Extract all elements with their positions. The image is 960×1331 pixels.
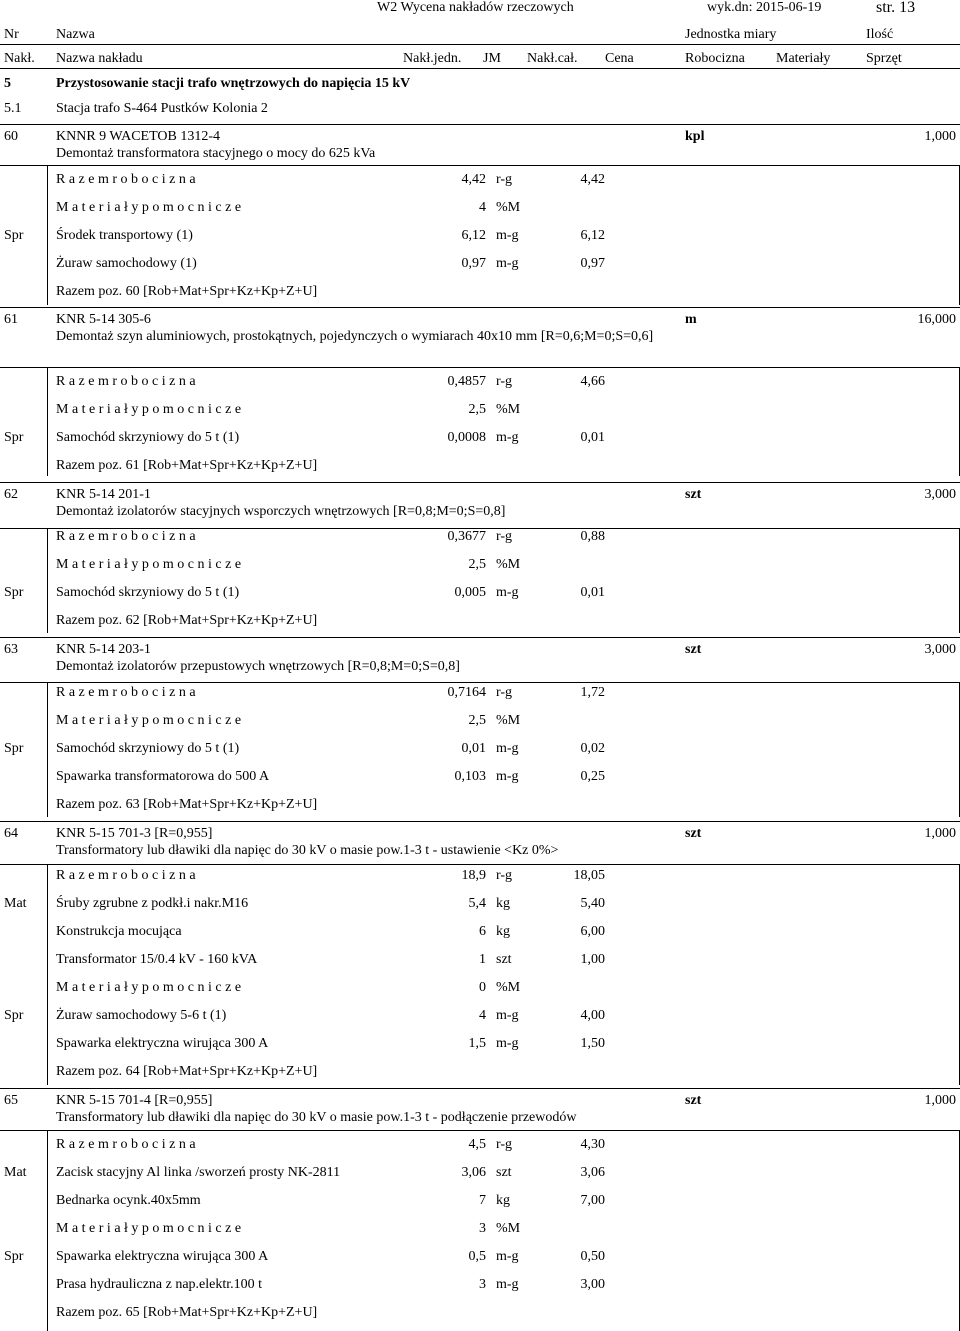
- row-name: Transformator 15/0.4 kV - 160 kVA: [56, 952, 258, 967]
- row-jm: m-g: [496, 741, 519, 756]
- row-name: Samochód skrzyniowy do 5 t (1): [56, 430, 240, 445]
- row-name: Bednarka ocynk.40x5mm: [56, 1193, 201, 1208]
- header-nakl-jedn: Nakł.jedn.: [403, 51, 462, 66]
- row-type: Spr: [4, 741, 24, 756]
- row-name: Konstrukcja mocująca: [56, 924, 182, 939]
- row-jm: kg: [496, 924, 510, 939]
- row-jm: szt: [496, 952, 512, 967]
- position-quantity: 3,000: [924, 642, 956, 657]
- row-name: R a z e m r o b o c i z n a: [56, 1137, 196, 1152]
- position-number: 64: [4, 826, 18, 841]
- row-nakl-cal: 4,42: [580, 172, 605, 187]
- row-name: Spawarka transformatorowa do 500 A: [56, 769, 270, 784]
- row-nakl-jedn: 2,5: [468, 402, 486, 417]
- rows-box-left: [47, 1130, 48, 1331]
- position-code: KNR 5-14 305-6: [56, 312, 151, 327]
- row-nakl-jedn: 0,005: [454, 585, 486, 600]
- row-jm: r-g: [496, 374, 513, 389]
- row-nakl-jedn: 18,9: [461, 868, 486, 883]
- position-quantity: 16,000: [917, 312, 956, 327]
- position-description: Demontaż szyn aluminiowych, prostokątnych, pojedynczych o wymiarach 40x10 mm [R=0,6;M=0;S=0,6]: [56, 329, 654, 344]
- row-jm: m-g: [496, 256, 519, 271]
- position-code: KNR 5-14 203-1: [56, 642, 151, 657]
- subsection-title: Stacja trafo S-464 Pustków Kolonia 2: [56, 101, 268, 116]
- row-nakl-jedn: 0,0008: [447, 430, 486, 445]
- row-jm: m-g: [496, 1277, 519, 1292]
- row-jm: kg: [496, 896, 510, 911]
- position-number: 65: [4, 1093, 18, 1108]
- row-type: Spr: [4, 1249, 24, 1264]
- row-nakl-jedn: 0: [479, 980, 486, 995]
- position-unit: szt: [685, 487, 702, 502]
- row-nakl-cal: 6,00: [580, 924, 605, 939]
- position-total-label: Razem poz. 60 [Rob+Mat+Spr+Kz+Kp+Z+U]: [56, 284, 318, 299]
- header-sprzet: Sprzęt: [866, 51, 902, 66]
- position-number: 63: [4, 642, 18, 657]
- position-unit: szt: [685, 826, 702, 841]
- header-unit: Jednostka miary: [685, 27, 777, 42]
- row-nakl-jedn: 0,01: [461, 741, 486, 756]
- row-nakl-jedn: 1,5: [468, 1036, 486, 1051]
- row-jm: r-g: [496, 685, 513, 700]
- row-nakl-cal: 3,00: [580, 1277, 605, 1292]
- row-jm: r-g: [496, 172, 513, 187]
- document-title: W2 Wycena nakładów rzeczowych: [377, 0, 574, 15]
- position-quantity: 1,000: [924, 129, 956, 144]
- row-jm: m-g: [496, 585, 519, 600]
- position-divider: [0, 482, 960, 483]
- row-jm: r-g: [496, 868, 513, 883]
- row-jm: r-g: [496, 529, 513, 544]
- row-nakl-cal: 0,97: [580, 256, 605, 271]
- header-divider: [0, 44, 960, 45]
- row-name: Zacisk stacyjny Al linka /sworzeń prosty NK-2811: [56, 1165, 341, 1180]
- row-jm: m-g: [496, 1249, 519, 1264]
- subsection-number: 5.1: [4, 101, 22, 116]
- position-description: Transformatory lub dławiki dla napięc do 30 kV o masie pow.1-3 t - podłączenie przewodów: [56, 1110, 577, 1125]
- position-description: Transformatory lub dławiki dla napięc do 30 kV o masie pow.1-3 t - ustawienie <Kz 0%>: [56, 843, 559, 858]
- position-number: 61: [4, 312, 18, 327]
- rows-box-left: [47, 864, 48, 1085]
- position-divider: [0, 124, 960, 125]
- position-unit: szt: [685, 642, 702, 657]
- row-name: M a t e r i a ł y p o m o c n i c z e: [56, 713, 242, 728]
- position-code: KNR 5-15 701-4 [R=0,955]: [56, 1093, 213, 1108]
- row-nakl-jedn: 7: [479, 1193, 486, 1208]
- rows-box-left: [47, 165, 48, 305]
- row-nakl-cal: 0,50: [580, 1249, 605, 1264]
- position-total-label: Razem poz. 61 [Rob+Mat+Spr+Kz+Kp+Z+U]: [56, 458, 318, 473]
- row-nakl-cal: 3,06: [580, 1165, 605, 1180]
- position-code: KNNR 9 WACETOB 1312-4: [56, 129, 220, 144]
- row-nakl-cal: 0,01: [580, 430, 605, 445]
- row-nakl-jedn: 1: [479, 952, 486, 967]
- row-name: R a z e m r o b o c i z n a: [56, 529, 196, 544]
- row-jm: %M: [496, 713, 521, 728]
- row-name: Samochód skrzyniowy do 5 t (1): [56, 741, 240, 756]
- row-jm: kg: [496, 1193, 510, 1208]
- position-unit: m: [685, 312, 697, 327]
- row-jm: m-g: [496, 1036, 519, 1051]
- rows-box-left: [47, 682, 48, 817]
- row-name: R a z e m r o b o c i z n a: [56, 374, 196, 389]
- row-jm: szt: [496, 1165, 512, 1180]
- row-nakl-jedn: 0,97: [461, 256, 486, 271]
- position-unit: szt: [685, 1093, 702, 1108]
- rows-box-top: [0, 682, 960, 683]
- row-jm: m-g: [496, 769, 519, 784]
- rows-box-top: [0, 1130, 960, 1131]
- row-nakl-jedn: 0,7164: [447, 685, 486, 700]
- row-nakl-jedn: 2,5: [468, 557, 486, 572]
- position-description: Demontaż izolatorów przepustowych wnętrzowych [R=0,8;M=0;S=0,8]: [56, 659, 460, 674]
- header-nazwa: Nazwa: [56, 27, 95, 42]
- position-quantity: 1,000: [924, 826, 956, 841]
- position-unit: kpl: [685, 129, 705, 144]
- document-date: wyk.dn: 2015-06-19: [707, 0, 822, 15]
- position-description: Demontaż transformatora stacyjnego o mocy do 625 kVa: [56, 146, 376, 161]
- position-divider: [0, 821, 960, 822]
- row-nakl-cal: 18,05: [573, 868, 605, 883]
- header-nazwa-nakladu: Nazwa nakładu: [56, 51, 143, 66]
- position-code: KNR 5-14 201-1: [56, 487, 151, 502]
- header-nakl-cal: Nakł.cał.: [527, 51, 578, 66]
- row-name: R a z e m r o b o c i z n a: [56, 685, 196, 700]
- row-name: Spawarka elektryczna wirująca 300 A: [56, 1036, 269, 1051]
- position-description: Demontaż izolatorów stacyjnych wsporczych wnętrzowych [R=0,8;M=0;S=0,8]: [56, 504, 506, 519]
- row-nakl-jedn: 3: [479, 1221, 486, 1236]
- row-nakl-cal: 0,88: [580, 529, 605, 544]
- row-nakl-cal: 0,02: [580, 741, 605, 756]
- row-type: Spr: [4, 585, 24, 600]
- row-jm: %M: [496, 980, 521, 995]
- row-nakl-jedn: 4,42: [461, 172, 486, 187]
- row-nakl-jedn: 0,4857: [447, 374, 486, 389]
- section-number: 5: [4, 76, 11, 91]
- row-name: Spawarka elektryczna wirująca 300 A: [56, 1249, 269, 1264]
- header-qty: Ilość: [866, 27, 894, 42]
- row-nakl-jedn: 3: [479, 1277, 486, 1292]
- row-nakl-jedn: 4: [479, 200, 486, 215]
- position-total-label: Razem poz. 62 [Rob+Mat+Spr+Kz+Kp+Z+U]: [56, 613, 318, 628]
- row-jm: %M: [496, 557, 521, 572]
- page-number: str. 13: [876, 0, 916, 16]
- row-nakl-cal: 4,30: [580, 1137, 605, 1152]
- row-name: R a z e m r o b o c i z n a: [56, 868, 196, 883]
- position-total-label: Razem poz. 63 [Rob+Mat+Spr+Kz+Kp+Z+U]: [56, 797, 318, 812]
- row-nakl-cal: 7,00: [580, 1193, 605, 1208]
- row-nakl-jedn: 3,06: [461, 1165, 486, 1180]
- row-name: R a z e m r o b o c i z n a: [56, 172, 196, 187]
- position-quantity: 1,000: [924, 1093, 956, 1108]
- row-type: Mat: [4, 896, 27, 911]
- row-jm: m-g: [496, 228, 519, 243]
- row-nakl-cal: 6,12: [580, 228, 605, 243]
- row-nakl-cal: 0,01: [580, 585, 605, 600]
- row-name: Samochód skrzyniowy do 5 t (1): [56, 585, 240, 600]
- row-jm: r-g: [496, 1137, 513, 1152]
- position-number: 62: [4, 487, 18, 502]
- row-nakl-cal: 5,40: [580, 896, 605, 911]
- row-jm: m-g: [496, 1008, 519, 1023]
- row-nakl-jedn: 0,5: [468, 1249, 486, 1264]
- row-nakl-cal: 0,25: [580, 769, 605, 784]
- position-quantity: 3,000: [924, 487, 956, 502]
- row-nakl-jedn: 4: [479, 1008, 486, 1023]
- row-nakl-cal: 1,72: [580, 685, 605, 700]
- position-total-label: Razem poz. 65 [Rob+Mat+Spr+Kz+Kp+Z+U]: [56, 1305, 318, 1320]
- row-type: Spr: [4, 430, 24, 445]
- position-divider: [0, 1088, 960, 1089]
- row-nakl-jedn: 6: [479, 924, 486, 939]
- rows-box-top: [0, 864, 960, 865]
- row-jm: %M: [496, 200, 521, 215]
- row-type: Spr: [4, 1008, 24, 1023]
- header-cena: Cena: [605, 51, 634, 66]
- header-nakl: Nakł.: [4, 51, 35, 66]
- row-name: M a t e r i a ł y p o m o c n i c z e: [56, 200, 242, 215]
- row-type: Mat: [4, 1165, 27, 1180]
- row-nakl-jedn: 5,4: [468, 896, 486, 911]
- section-title: Przystosowanie stacji trafo wnętrzowych do napięcia 15 kV: [56, 76, 411, 91]
- header-robocizna: Robocizna: [685, 51, 745, 66]
- row-nakl-jedn: 6,12: [461, 228, 486, 243]
- header-materialy: Materiały: [776, 51, 831, 66]
- header-jm: JM: [483, 51, 501, 66]
- position-code: KNR 5-15 701-3 [R=0,955]: [56, 826, 213, 841]
- row-nakl-cal: 4,66: [580, 374, 605, 389]
- rows-box-left: [47, 528, 48, 633]
- row-nakl-jedn: 4,5: [468, 1137, 486, 1152]
- row-nakl-cal: 4,00: [580, 1008, 605, 1023]
- row-jm: %M: [496, 1221, 521, 1236]
- row-nakl-jedn: 0,103: [454, 769, 486, 784]
- row-name: M a t e r i a ł y p o m o c n i c z e: [56, 557, 242, 572]
- row-jm: %M: [496, 402, 521, 417]
- rows-box-top: [0, 367, 960, 368]
- row-jm: m-g: [496, 430, 519, 445]
- row-name: Środek transportowy (1): [56, 228, 193, 243]
- position-total-label: Razem poz. 64 [Rob+Mat+Spr+Kz+Kp+Z+U]: [56, 1064, 318, 1079]
- row-nakl-cal: 1,00: [580, 952, 605, 967]
- position-number: 60: [4, 129, 18, 144]
- row-name: Żuraw samochodowy 5-6 t (1): [56, 1008, 227, 1023]
- row-type: Spr: [4, 228, 24, 243]
- row-name: M a t e r i a ł y p o m o c n i c z e: [56, 402, 242, 417]
- position-divider: [0, 637, 960, 638]
- row-name: M a t e r i a ł y p o m o c n i c z e: [56, 980, 242, 995]
- row-nakl-cal: 1,50: [580, 1036, 605, 1051]
- row-name: Prasa hydrauliczna z nap.elektr.100 t: [56, 1277, 263, 1292]
- row-name: Śruby zgrubne z podkł.i nakr.M16: [56, 896, 249, 911]
- header-bottom-divider: [0, 68, 960, 69]
- rows-box-top: [0, 165, 960, 166]
- row-name: M a t e r i a ł y p o m o c n i c z e: [56, 1221, 242, 1236]
- row-name: Żuraw samochodowy (1): [56, 256, 197, 271]
- header-nr: Nr: [4, 27, 19, 42]
- row-nakl-jedn: 2,5: [468, 713, 486, 728]
- row-nakl-jedn: 0,3677: [447, 529, 486, 544]
- position-divider: [0, 307, 960, 308]
